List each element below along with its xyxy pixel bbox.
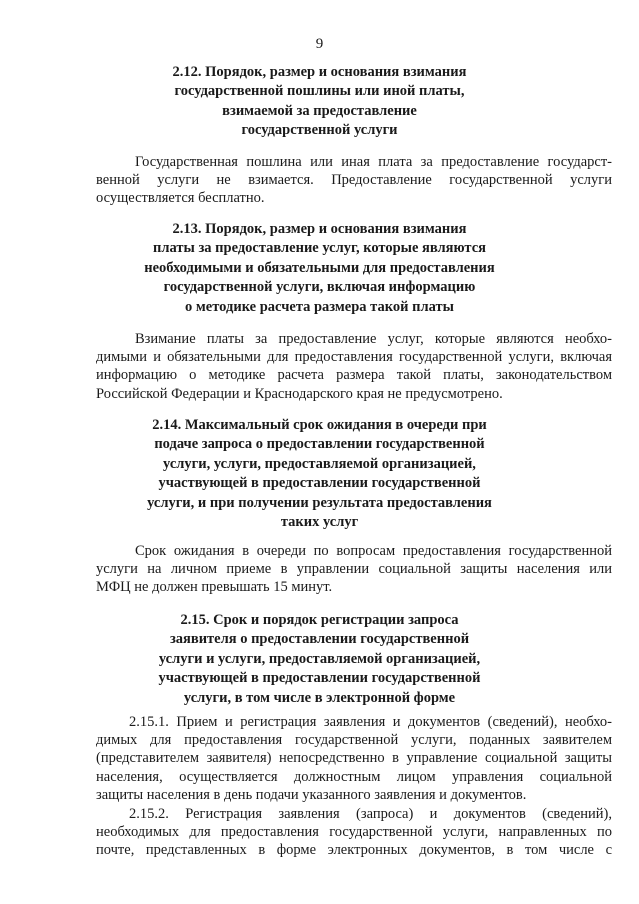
heading-line: таких услуг — [280, 514, 359, 531]
heading-line: услуги, услуги, предоставляемой организацией, — [163, 455, 476, 472]
text-line: Срок ожидания в очереди по вопросам предоставления государственной — [135, 543, 612, 559]
paragraph-2-13 — [96, 330, 612, 403]
text-line: информацию о методике расчета размера такой платы, законодательством — [96, 367, 612, 384]
heading-2-13 — [0, 220, 639, 317]
heading-line: государственной услуги — [241, 122, 398, 139]
heading-line: подаче запроса о предоставлении государственной — [154, 436, 485, 453]
heading-line: заявителя о предоставлении государственной — [169, 631, 470, 648]
heading-line: 2.15. Срок и порядок регистрации запроса — [180, 612, 459, 628]
paragraph-2-12 — [96, 153, 612, 208]
heading-line: государственной пошлины или иной платы, — [174, 83, 465, 100]
heading-2-12 — [0, 63, 639, 141]
heading-line: 2.12. Порядок, размер и основания взимания — [172, 64, 467, 80]
page-number: 9 — [315, 36, 324, 52]
text-line: 2.15.1. Прием и регистрация заявления и документов (сведений), необхо- — [129, 714, 612, 730]
text-line: венной услуги не взимается. Предоставление государственной услуги — [96, 172, 612, 189]
heading-line: государственной услуги, включая информацию — [163, 279, 476, 296]
text-line: защиты населения в день подачи указанного заявления и документов. — [96, 786, 527, 803]
text-line: Российской Федерации и Краснодарского края не предусмотрено. — [96, 385, 503, 402]
text-line: димыми и обязательными для предоставления государственной услуги, включая — [96, 349, 612, 366]
heading-line: 2.13. Порядок, размер и основания взимания — [172, 221, 467, 237]
text-line: осуществляется бесплатно. — [96, 190, 265, 207]
heading-line: участвующей в предоставлении государственной — [158, 670, 481, 687]
heading-line: услуги, и при получении результата предоставления — [147, 494, 492, 511]
text-line: димых для предоставления государственной услуги, поданных заявителем — [96, 732, 612, 749]
text-line: 2.15.2. Регистрация заявления (запроса) и документов (сведений), — [129, 806, 612, 822]
heading-2-15 — [0, 611, 639, 708]
heading-line: платы за предоставление услуг, которые являются — [153, 240, 486, 257]
paragraph-2-15-2 — [96, 805, 612, 860]
heading-line: 2.14. Максимальный срок ожидания в очереди при — [152, 417, 487, 433]
heading-line: взимаемой за предоставление — [222, 102, 417, 119]
paragraph-2-14 — [96, 542, 612, 597]
heading-line: необходимыми и обязательными для предоставления — [144, 259, 495, 276]
text-line: населения, осуществляется должностным лицом управления социальной — [96, 768, 612, 785]
text-line: необходимых для предоставления государственной услуги, направленных по — [96, 824, 612, 841]
text-line: Взимание платы за предоставление услуг, которые являются необхо- — [135, 331, 612, 347]
heading-line: о методике расчета размера такой платы — [185, 298, 454, 315]
text-line: услуги на личном приеме в управлении социальной защиты населения или — [96, 561, 612, 578]
text-line: (представителем заявителя) непосредственно в управление социальной защиты — [96, 750, 612, 767]
heading-line: участвующей в предоставлении государственной — [158, 475, 481, 492]
heading-2-14 — [0, 416, 639, 532]
text-line: МФЦ не должен превышать 15 минут. — [96, 579, 333, 596]
heading-line: услуги, в том числе в электронной форме — [183, 689, 456, 706]
text-line: Государственная пошлина или иная плата за предоставление государст- — [135, 154, 612, 170]
paragraph-2-15-1 — [96, 713, 612, 804]
text-line: почте, представленных в форме электронных документов, в том числе с — [96, 842, 612, 859]
heading-line: услуги и услуги, предоставляемой организацией, — [158, 650, 481, 667]
